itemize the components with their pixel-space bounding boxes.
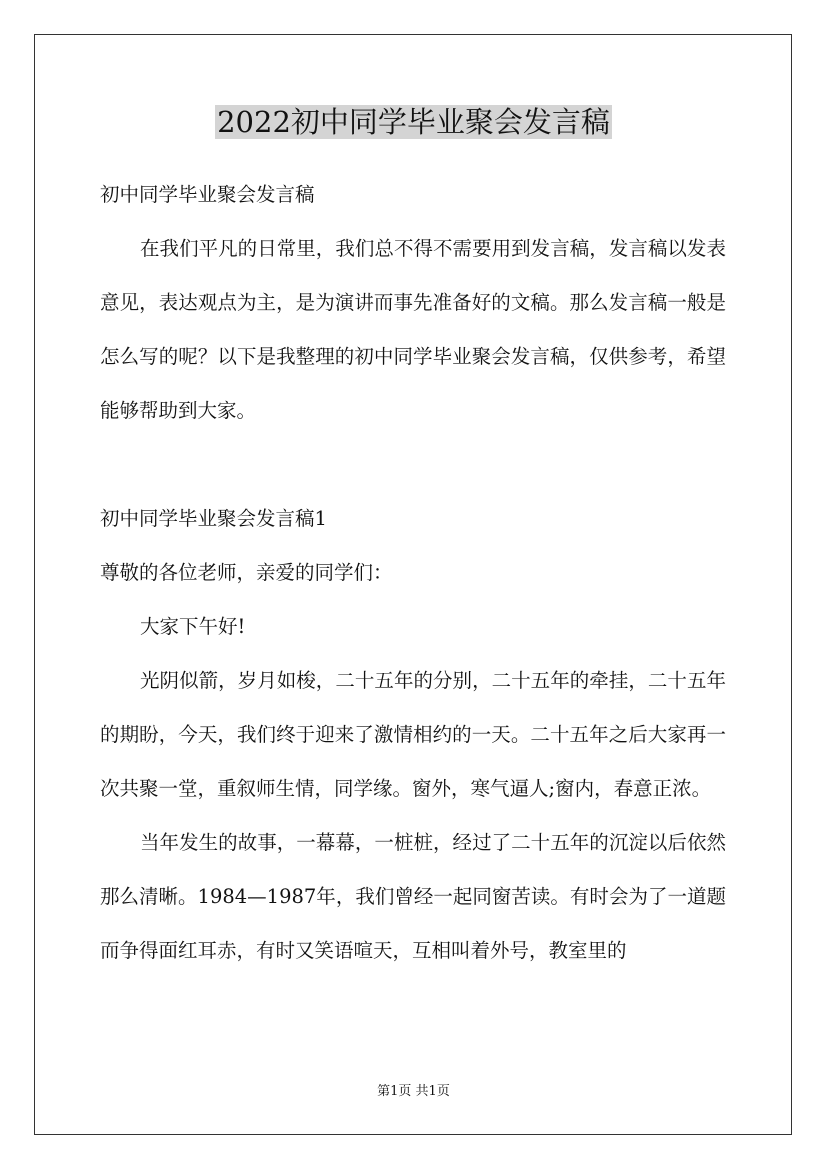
section-heading: 初中同学毕业聚会发言稿1 <box>100 507 327 530</box>
document-body <box>100 168 726 978</box>
paragraph-gap <box>100 438 726 492</box>
body-paragraph-2: 当年发生的故事，一幕幕，一桩桩，经过了二十五年的沉淀以后依然那么清晰。1984—1987年，我们曾经一起同窗苦读。有时会为了一道题而争得面红耳赤，有时又笑语喧天，互相叫着外号，教室里的 <box>100 831 726 962</box>
salutation: 尊敬的各位老师，亲爱的同学们： <box>100 561 393 584</box>
subtitle: 初中同学毕业聚会发言稿 <box>100 183 315 206</box>
document-title-text: 2022初中同学毕业聚会发言稿 <box>217 105 610 139</box>
intro-paragraph: 在我们平凡的日常里，我们总不得不需要用到发言稿，发言稿以发表意见，表达观点为主，是为演讲而事先准备好的文稿。那么发言稿一般是怎么写的呢？以下是我整理的初中同学毕业聚会发言稿，仅供参考，希望能够帮助到大家。 <box>100 237 726 422</box>
body-paragraph-1: 光阴似箭，岁月如梭，二十五年的分别，二十五年的牵挂，二十五年的期盼，今天，我们终于迎来了激情相约的一天。二十五年之后大家再一次共聚一堂，重叙师生情，同学缘。窗外，寒气逼人;窗内，春意正浓。 <box>100 669 726 800</box>
page-footer: 第1页 共1页 <box>377 1084 450 1099</box>
greeting: 大家下午好! <box>140 615 246 638</box>
document-title <box>0 100 827 144</box>
